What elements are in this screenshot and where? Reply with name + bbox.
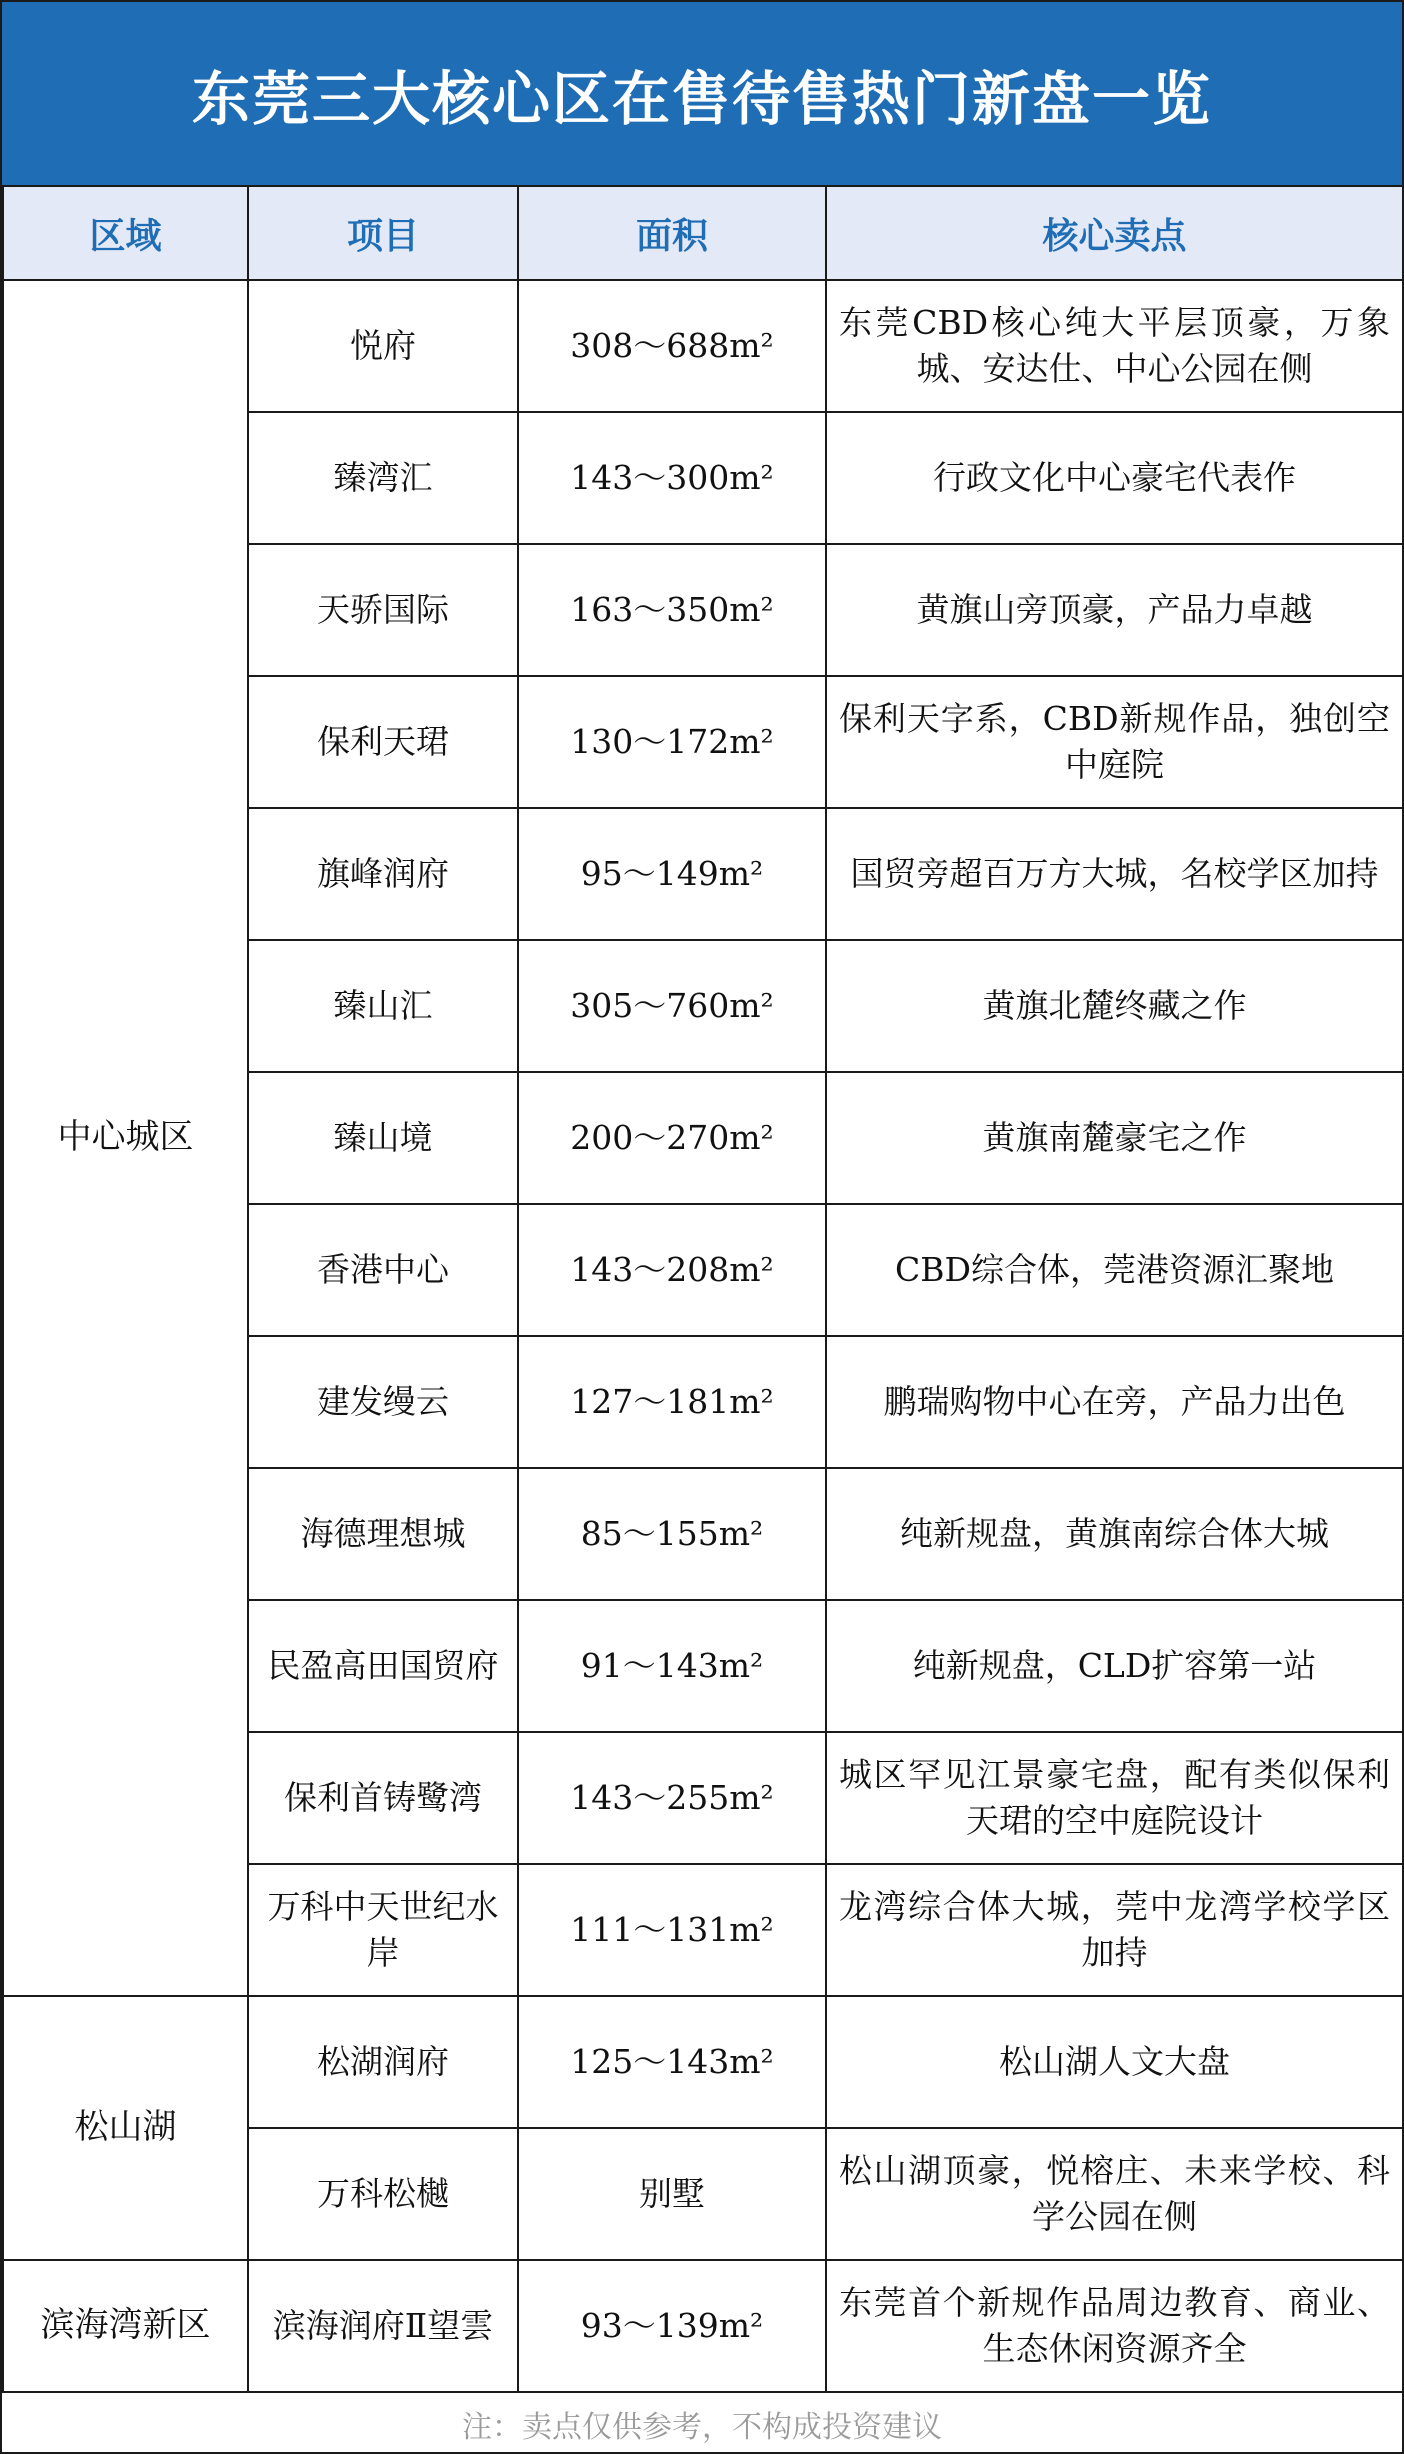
selling-point-cell: 鹏瑞购物中心在旁，产品力出色 (826, 1336, 1403, 1468)
area-cell: 85～155m² (518, 1468, 826, 1600)
project-cell: 民盈高田国贸府 (248, 1600, 518, 1732)
area-cell: 143～208m² (518, 1204, 826, 1336)
area-cell: 163～350m² (518, 544, 826, 676)
area-cell: 143～255m² (518, 1732, 826, 1864)
selling-point-cell: 行政文化中心豪宅代表作 (826, 412, 1403, 544)
table-header-row (3, 186, 1403, 280)
selling-point-cell: 黄旗北麓终藏之作 (826, 940, 1403, 1072)
header-region: 区域 (3, 186, 248, 280)
selling-point-cell: 国贸旁超百万方大城，名校学区加持 (826, 808, 1403, 940)
area-cell: 93～139m² (518, 2260, 826, 2392)
region-cell: 滨海湾新区 (3, 2260, 248, 2392)
area-cell: 125～143m² (518, 1996, 826, 2128)
selling-point-cell: 纯新规盘，黄旗南综合体大城 (826, 1468, 1403, 1600)
selling-point-cell: 松山湖顶豪，悦榕庄、未来学校、科学公园在侧 (826, 2128, 1403, 2260)
project-cell: 臻山汇 (248, 940, 518, 1072)
area-cell: 305～760m² (518, 940, 826, 1072)
project-cell: 天骄国际 (248, 544, 518, 676)
project-cell: 旗峰润府 (248, 808, 518, 940)
selling-point-cell: CBD综合体，莞港资源汇聚地 (826, 1204, 1403, 1336)
project-cell: 臻山境 (248, 1072, 518, 1204)
region-cell: 松山湖 (3, 1996, 248, 2260)
region-cell: 中心城区 (3, 280, 248, 1996)
project-cell: 万科中天世纪水岸 (248, 1864, 518, 1996)
table-row (3, 280, 1403, 412)
area-cell: 130～172m² (518, 676, 826, 808)
selling-point-cell: 黄旗山旁顶豪，产品力卓越 (826, 544, 1403, 676)
area-cell: 95～149m² (518, 808, 826, 940)
project-cell: 臻湾汇 (248, 412, 518, 544)
project-cell: 保利天珺 (248, 676, 518, 808)
selling-point-cell: 城区罕见江景豪宅盘，配有类似保利天珺的空中庭院设计 (826, 1732, 1403, 1864)
disclaimer-note: 注：卖点仅供参考，不构成投资建议 (462, 2410, 942, 2445)
area-cell: 127～181m² (518, 1336, 826, 1468)
selling-point-cell: 东莞CBD核心纯大平层顶豪，万象城、安达仕、中心公园在侧 (826, 280, 1403, 412)
project-cell: 滨海润府Ⅱ望雲 (248, 2260, 518, 2392)
table-row (3, 1996, 1403, 2128)
project-table (2, 185, 1404, 2393)
area-cell: 别墅 (518, 2128, 826, 2260)
area-cell: 200～270m² (518, 1072, 826, 1204)
selling-point-cell: 龙湾综合体大城，莞中龙湾学校学区加持 (826, 1864, 1403, 1996)
project-cell: 香港中心 (248, 1204, 518, 1336)
table-row (3, 2260, 1403, 2392)
project-cell: 悦府 (248, 280, 518, 412)
header-area: 面积 (518, 186, 826, 280)
header-selling-point: 核心卖点 (826, 186, 1403, 280)
header-project: 项目 (248, 186, 518, 280)
area-cell: 91～143m² (518, 1600, 826, 1732)
selling-point-cell: 松山湖人文大盘 (826, 1996, 1403, 2128)
area-cell: 111～131m² (518, 1864, 826, 1996)
selling-point-cell: 保利天字系，CBD新规作品，独创空中庭院 (826, 676, 1403, 808)
selling-point-cell: 黄旗南麓豪宅之作 (826, 1072, 1403, 1204)
page-title: 东莞三大核心区在售待售热门新盘一览 (2, 2, 1402, 185)
area-cell: 143～300m² (518, 412, 826, 544)
selling-point-cell: 东莞首个新规作品周边教育、商业、生态休闲资源齐全 (826, 2260, 1403, 2392)
table-body (3, 280, 1403, 2392)
project-cell: 保利首铸鹭湾 (248, 1732, 518, 1864)
project-cell: 松湖润府 (248, 1996, 518, 2128)
area-cell: 308～688m² (518, 280, 826, 412)
project-cell: 建发缦云 (248, 1336, 518, 1468)
selling-point-cell: 纯新规盘，CLD扩容第一站 (826, 1600, 1403, 1732)
project-cell: 海德理想城 (248, 1468, 518, 1600)
project-cell: 万科松樾 (248, 2128, 518, 2260)
